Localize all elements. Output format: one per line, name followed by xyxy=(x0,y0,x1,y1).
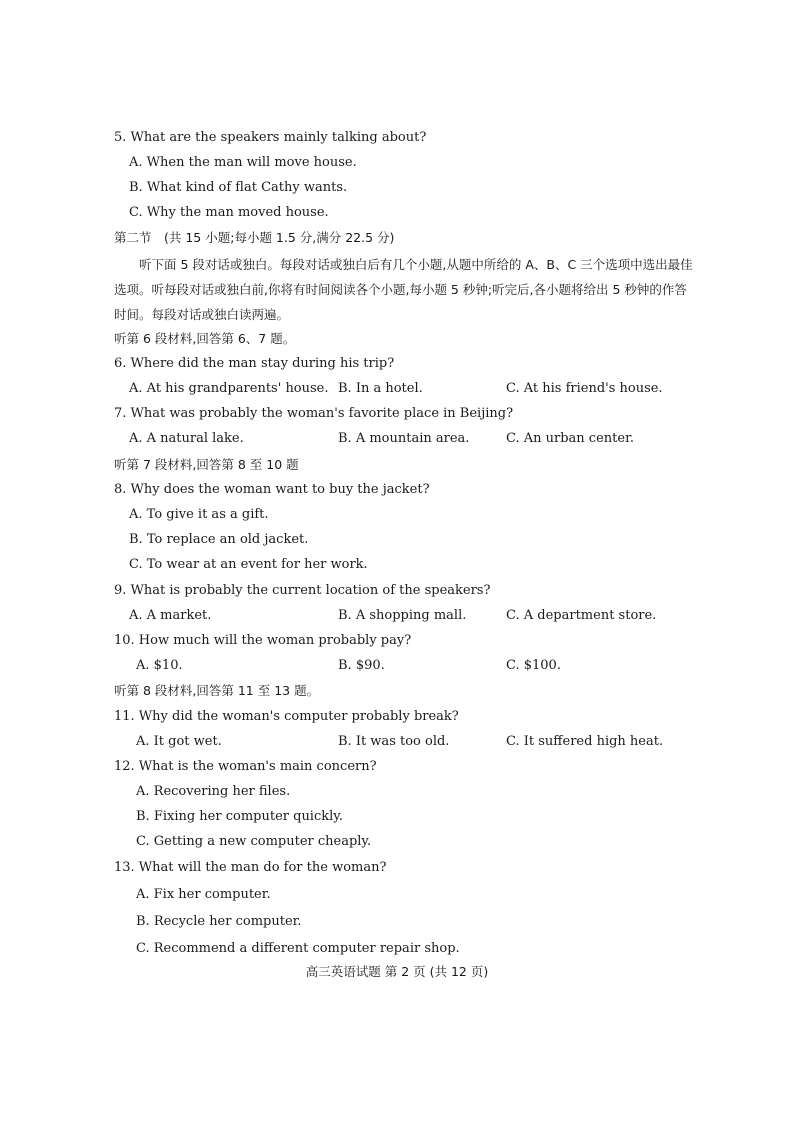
section-2-instructions: 听下面 5 段对话或独白。每段对话或独白后有几个小题,从题中所给的 A、B、C 三个选项中选出最佳选项。听每段对话或独白前,你将有时间阅读各个小题,每小题 5 秒钟;听完后,各小题将给出 5 秒钟的作答时间。每段对话或独白读两遍。 xyxy=(114,257,693,322)
material-7-heading: 听第 7 段材料,回答第 8 至 10 题 xyxy=(114,457,299,472)
question-11-option-b: B. It was too old. xyxy=(338,734,450,749)
question-5-option-c: C. Why the man moved house. xyxy=(129,205,329,220)
question-10-option-a: A. $10. xyxy=(136,658,183,673)
question-5-option-b: B. What kind of flat Cathy wants. xyxy=(129,180,348,195)
question-9-option-a: A. A market. xyxy=(129,608,212,623)
question-6-option-a: A. At his grandparents' house. xyxy=(129,381,329,396)
question-12-option-c: C. Getting a new computer cheaply. xyxy=(136,834,372,849)
question-11-option-a: A. It got wet. xyxy=(136,734,222,749)
question-7-option-b: B. A mountain area. xyxy=(338,431,470,446)
question-13-option-b: B. Recycle her computer. xyxy=(136,914,302,929)
question-10-stem: 10. How much will the woman probably pay? xyxy=(114,633,412,648)
question-8-option-a: A. To give it as a gift. xyxy=(129,507,269,522)
question-9-option-b: B. A shopping mall. xyxy=(338,608,467,623)
question-11-stem: 11. Why did the woman's computer probably break? xyxy=(114,709,459,724)
question-7-stem: 7. What was probably the woman's favorite place in Beijing? xyxy=(114,406,514,421)
question-7-option-a: A. A natural lake. xyxy=(129,431,244,446)
material-6-heading: 听第 6 段材料,回答第 6、7 题。 xyxy=(114,331,296,346)
question-12-stem: 12. What is the woman's main concern? xyxy=(114,759,377,774)
question-9-stem: 9. What is probably the current location of the speakers? xyxy=(114,583,491,598)
section-2-title: 第二节 (共 15 小题;每小题 1.5 分,满分 22.5 分) xyxy=(114,230,395,245)
question-8-option-b: B. To replace an old jacket. xyxy=(129,532,309,547)
question-9-option-c: C. A department store. xyxy=(506,608,657,623)
question-10-option-c: C. $100. xyxy=(506,658,561,673)
question-12-option-b: B. Fixing her computer quickly. xyxy=(136,809,344,824)
question-12-option-a: A. Recovering her files. xyxy=(136,784,291,799)
question-8-stem: 8. Why does the woman want to buy the jacket? xyxy=(114,482,430,497)
question-13-option-c: C. Recommend a different computer repair shop. xyxy=(136,941,460,956)
page-footer: 高三英语试题 第 2 页 (共 12 页) xyxy=(305,964,489,979)
question-8-option-c: C. To wear at an event for her work. xyxy=(129,557,368,572)
question-11-option-c: C. It suffered high heat. xyxy=(506,734,664,749)
question-6-stem: 6. Where did the man stay during his trip? xyxy=(114,356,395,371)
question-5-option-a: A. When the man will move house. xyxy=(129,155,357,170)
material-8-heading: 听第 8 段材料,回答第 11 至 13 题。 xyxy=(114,683,320,698)
question-6-option-c: C. At his friend's house. xyxy=(506,381,663,396)
question-7-option-c: C. An urban center. xyxy=(506,431,634,446)
question-10-option-b: B. $90. xyxy=(338,658,385,673)
question-13-option-a: A. Fix her computer. xyxy=(136,887,271,902)
question-5-stem: 5. What are the speakers mainly talking about? xyxy=(114,130,427,145)
question-6-option-b: B. In a hotel. xyxy=(338,381,423,396)
question-13-stem: 13. What will the man do for the woman? xyxy=(114,860,387,875)
